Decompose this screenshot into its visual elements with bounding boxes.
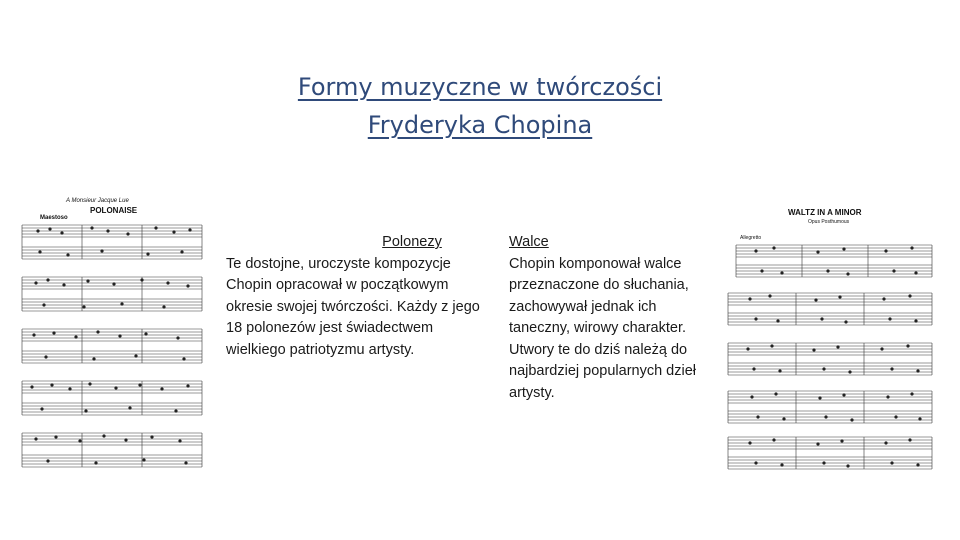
title-line-1: Formy muzyczne w twórczości (297, 73, 663, 101)
polonaise-heading: Polonezy (382, 234, 442, 250)
polonaise-staves-graphic (18, 195, 204, 485)
title-line-2: Fryderyka Chopina (367, 111, 593, 139)
waltz-text-block (509, 232, 719, 404)
slide-title (200, 68, 760, 144)
waltz-tempo: Allegretto (740, 235, 762, 241)
waltz-title: WALTZ IN A MINOR (788, 208, 862, 217)
polonaise-dedication: A Monsieur Jacque Lue (66, 198, 129, 204)
waltz-heading: Walce (509, 234, 549, 250)
waltz-subtitle: Opus Posthumous (808, 219, 850, 225)
polonaise-body: Te dostojne, uroczyste kompozycje Chopin opracował w początkowym okresie swojej twórczości. Każdy z jego 18 polonezów jest świadectwem wielkiego patriotyzmu artysty. (226, 255, 480, 358)
waltz-body: Chopin komponował walce przeznaczone do słuchania, zachowywał jednak ich taneczny, wirowy charakter. Utwory te do dziś należą do najbardziej popularnych dzieł artysty. (509, 255, 697, 401)
polonaise-text-block (226, 232, 488, 361)
polonaise-sheet-music (18, 195, 204, 485)
polonaise-title: POLONAISE (90, 206, 138, 215)
waltz-staves-graphic (726, 205, 938, 475)
polonaise-tempo: Maestoso (40, 215, 68, 221)
waltz-sheet-music (726, 205, 938, 475)
